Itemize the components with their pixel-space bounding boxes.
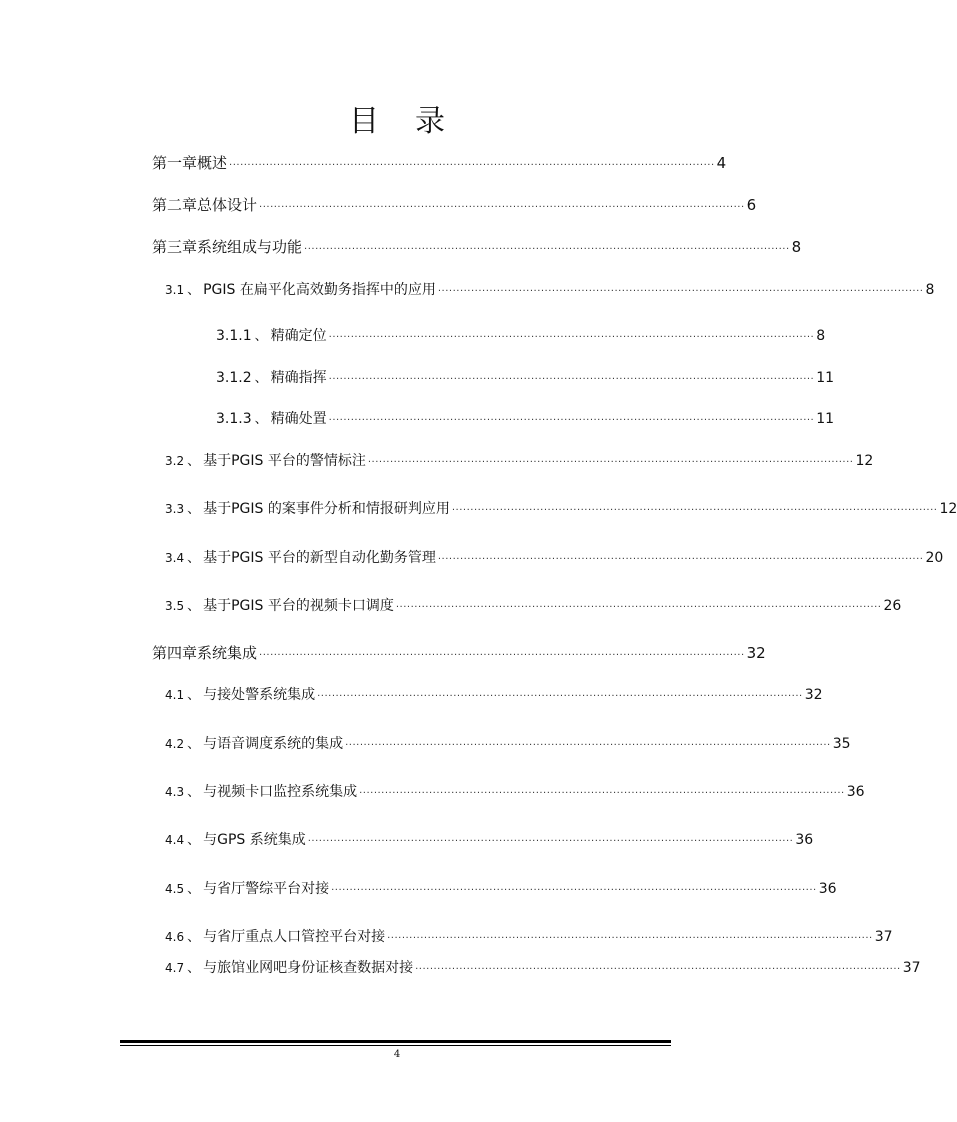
- toc-entry-title: 与接处警系统集成: [203, 687, 316, 703]
- toc-entry-chapter-4[interactable]: [152, 642, 766, 663]
- toc-page-number: 26: [883, 598, 902, 614]
- toc-separator: 、: [187, 737, 201, 752]
- toc-entry-prefix: 基于: [203, 598, 232, 614]
- toc-section-number: 4.1: [165, 688, 185, 702]
- toc-entry-4-6[interactable]: [165, 926, 893, 946]
- toc-page-number: 12: [855, 453, 874, 469]
- toc-page-number: 20: [925, 550, 944, 566]
- toc-separator: 、: [187, 502, 201, 517]
- toc-entry-4-7[interactable]: [165, 957, 921, 977]
- toc-page-number: 32: [746, 644, 766, 662]
- toc-chapter-label: 第三章: [152, 238, 198, 256]
- toc-section-number: 4.3: [165, 785, 185, 799]
- toc-entry-4-1[interactable]: [165, 684, 823, 704]
- toc-entry-prefix: 基于: [203, 550, 232, 566]
- toc-section-number: 4.5: [165, 882, 185, 896]
- toc-page-number: 4: [716, 154, 727, 172]
- toc-entry-4-2[interactable]: [165, 733, 851, 753]
- toc-entry-title: PGIS 的案事件分析和情报研判应用: [231, 501, 450, 517]
- toc-section-number: 4.4: [165, 833, 185, 847]
- title-char-1: 目: [349, 104, 379, 139]
- toc-entry-3-5[interactable]: [165, 595, 902, 615]
- toc-separator: 、: [254, 329, 268, 344]
- dot-leader: ····································································································································: [437, 286, 924, 297]
- toc-section-number: 4.2: [165, 737, 185, 751]
- toc-section-number: 3.5: [165, 599, 185, 613]
- dot-leader: ····································································································································: [345, 740, 831, 751]
- toc-page-number: 8: [791, 238, 802, 256]
- toc-page-number: 8: [816, 328, 826, 344]
- dot-leader: ····································································································································: [359, 788, 845, 799]
- toc-entry-prefix: 基于: [203, 453, 232, 469]
- toc-entry-title: PGIS 平台的警情标注: [231, 453, 366, 469]
- toc-entry-prefix: 与: [203, 832, 218, 848]
- dot-leader: ····································································································································: [415, 964, 901, 975]
- dot-leader: ····································································································································: [229, 160, 715, 171]
- dot-leader: ····································································································································: [387, 933, 873, 944]
- toc-entry-title: 精确指挥: [270, 370, 327, 386]
- toc-section-number: 3.1.2: [216, 370, 252, 386]
- toc-entry-title: PGIS 平台的视频卡口调度: [231, 598, 394, 614]
- toc-separator: 、: [254, 371, 268, 386]
- toc-entry-4-5[interactable]: [165, 878, 837, 898]
- footer-rule-thin: [120, 1045, 671, 1046]
- toc-separator: 、: [187, 833, 201, 848]
- toc-page-number: 11: [816, 370, 835, 386]
- toc-page-number: 8: [925, 282, 935, 298]
- dot-leader: ····································································································································: [395, 602, 882, 613]
- title-char-2: 录: [415, 104, 445, 139]
- toc-separator: 、: [187, 551, 201, 566]
- toc-page-number: 36: [846, 784, 865, 800]
- toc-entry-3-4[interactable]: [165, 547, 944, 567]
- dot-leader: ····································································································································: [331, 885, 817, 896]
- toc-section-number: 3.1.3: [216, 411, 252, 427]
- toc-entry-title: 精确处置: [270, 411, 327, 427]
- toc-separator: 、: [187, 961, 201, 976]
- toc-separator: 、: [187, 599, 201, 614]
- footer-rule: [120, 1040, 671, 1043]
- toc-page-number: 37: [902, 960, 921, 976]
- toc-entry-title: 概述: [197, 154, 228, 172]
- toc-chapter-label: 第二章: [152, 196, 198, 214]
- toc-page-number: 11: [816, 411, 835, 427]
- toc-entry-3-1-1[interactable]: [216, 325, 826, 345]
- dot-leader: ····································································································································: [328, 332, 815, 343]
- dot-leader: ····································································································································: [259, 202, 745, 213]
- toc-entry-title: PGIS 平台的新型自动化勤务管理: [231, 550, 436, 566]
- toc-page-number: 32: [804, 687, 823, 703]
- toc-section-number: 3.1: [165, 283, 185, 297]
- toc-separator: 、: [187, 785, 201, 800]
- toc-separator: 、: [187, 930, 201, 945]
- toc-page-number: 37: [874, 929, 893, 945]
- toc-separator: 、: [187, 283, 201, 298]
- toc-entry-prefix: 基于: [203, 501, 232, 517]
- dot-leader: ····································································································································: [328, 374, 815, 385]
- toc-page-number: 6: [746, 196, 757, 214]
- toc-entry-title: 与视频卡口监控系统集成: [203, 784, 358, 800]
- toc-entry-title: GPS 系统集成: [217, 832, 306, 848]
- toc-page-number: 36: [818, 881, 837, 897]
- dot-leader: ····································································································································: [437, 554, 924, 565]
- toc-entry-chapter-3[interactable]: [152, 236, 802, 257]
- toc-section-number: 3.1.1: [216, 328, 252, 344]
- toc-entry-4-4[interactable]: [165, 829, 814, 849]
- toc-entry-chapter-1[interactable]: [152, 152, 727, 173]
- toc-entry-title: 系统组成与功能: [197, 238, 303, 256]
- toc-entry-3-2[interactable]: [165, 450, 874, 470]
- toc-separator: 、: [187, 454, 201, 469]
- toc-entry-title: 系统集成: [197, 644, 258, 662]
- footer-page-number: 4: [393, 1049, 401, 1060]
- dot-leader: ····································································································································: [367, 457, 854, 468]
- toc-section-number: 3.3: [165, 502, 185, 516]
- dot-leader: ····································································································································: [304, 244, 790, 255]
- toc-section-number: 3.2: [165, 454, 185, 468]
- toc-entry-3-1-2[interactable]: [216, 367, 835, 387]
- toc-entry-title: 总体设计: [197, 196, 258, 214]
- toc-entry-3-3[interactable]: [165, 498, 957, 518]
- toc-separator: 、: [187, 688, 201, 703]
- toc-entry-title: PGIS 在扁平化高效勤务指挥中的应用: [203, 282, 436, 298]
- toc-entry-title: 与省厅重点人口管控平台对接: [203, 929, 386, 945]
- toc-separator: 、: [254, 412, 268, 427]
- toc-entry-title: 与旅馆业网吧身份证核查数据对接: [203, 960, 414, 976]
- toc-section-number: 4.6: [165, 930, 185, 944]
- dot-leader: ····································································································································: [451, 505, 938, 516]
- dot-leader: ····································································································································: [328, 415, 815, 426]
- toc-section-number: 3.4: [165, 551, 185, 565]
- toc-section-number: 4.7: [165, 961, 185, 975]
- toc-page-number: 36: [795, 832, 814, 848]
- toc-entry-title: 与省厅警综平台对接: [203, 881, 330, 897]
- dot-leader: ····································································································································: [259, 650, 745, 661]
- toc-page-number: 35: [832, 736, 851, 752]
- toc-chapter-label: 第四章: [152, 644, 198, 662]
- toc-entry-title: 与语音调度系统的集成: [203, 736, 344, 752]
- dot-leader: ····································································································································: [307, 836, 794, 847]
- toc-entry-chapter-2[interactable]: [152, 194, 757, 215]
- toc-page-number: 12: [939, 501, 957, 517]
- toc-entry-3-1-3[interactable]: [216, 408, 835, 428]
- toc-separator: 、: [187, 882, 201, 897]
- toc-chapter-label: 第一章: [152, 154, 198, 172]
- page-title: [0, 96, 794, 140]
- toc-entry-title: 精确定位: [270, 328, 327, 344]
- toc-entry-3-1[interactable]: [165, 279, 935, 299]
- dot-leader: ····································································································································: [317, 691, 803, 702]
- toc-entry-4-3[interactable]: [165, 781, 865, 801]
